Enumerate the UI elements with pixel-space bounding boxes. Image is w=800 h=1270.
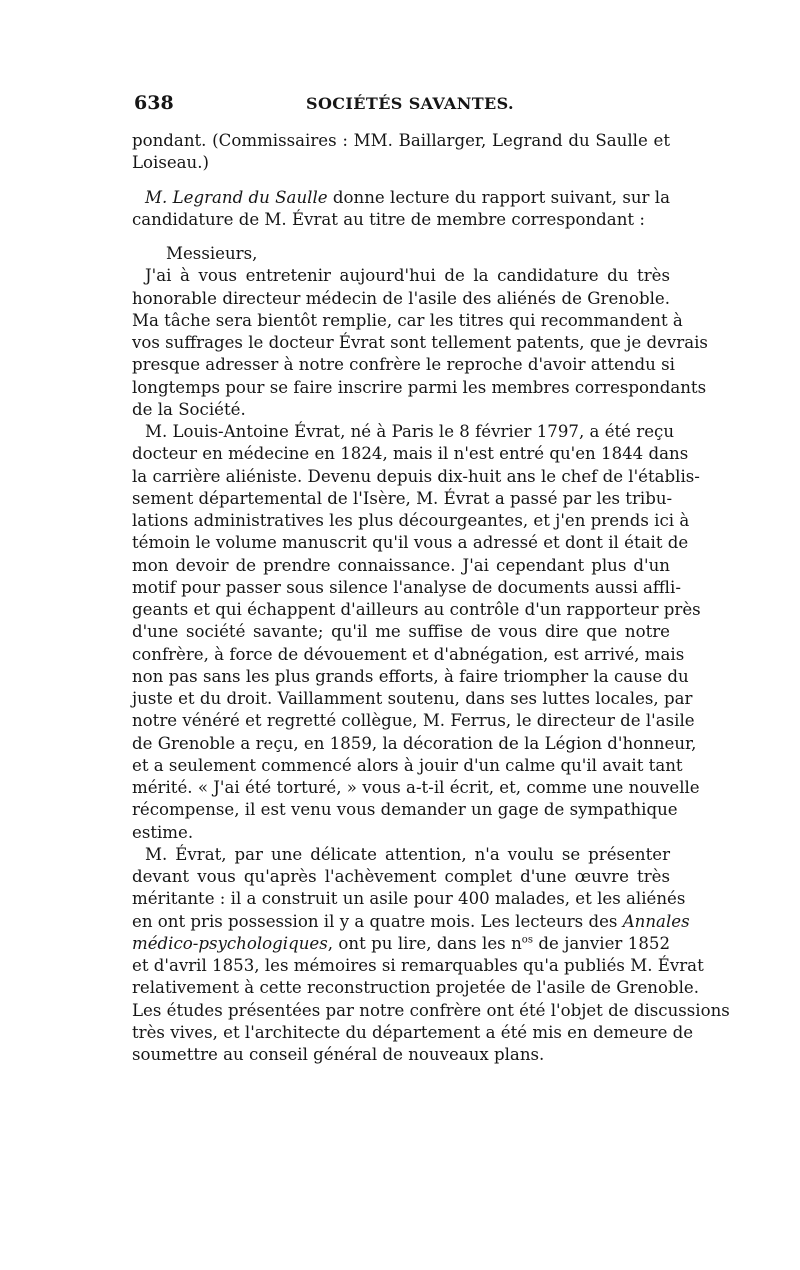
text-line: relativement à cette reconstruction projetée de l'asile de Grenoble.: [132, 978, 699, 998]
page-number: 638: [134, 92, 174, 114]
text-line: de Grenoble a reçu, en 1859, la décoration de la Légion d'honneur,: [132, 733, 697, 753]
text-line: J'ai à vous entretenir aujourd'hui de la candidature du très: [145, 266, 670, 286]
running-title: SOCIÉTÉS SAVANTES.: [306, 94, 515, 113]
text-line: geants et qui échappent d'ailleurs au contrôle d'un rapporteur près: [132, 600, 701, 619]
text-line: notre vénéré et regretté collègue, M. Ferrus, le directeur de l'asile: [132, 711, 695, 731]
text-line: confrère, à force de dévouement et d'abnégation, est arrivé, mais: [132, 644, 685, 664]
text-line: presque adresser à notre confrère le reproche d'avoir attendu si: [132, 355, 675, 375]
text-line: mérité. « J'ai été torturé, » vous a-t-il écrit, et, comme une nouvelle: [132, 778, 700, 797]
text-line: longtemps pour se faire inscrire parmi les membres correspondants: [132, 377, 707, 397]
text-line: récompense, il est venu vous demander un gage de sympathique: [132, 800, 678, 820]
text-line: devant vous qu'après l'achèvement complet d'une œuvre très: [132, 867, 670, 886]
text-line: docteur en médecine en 1824, mais il n'est entré qu'en 1844 dans: [132, 444, 689, 464]
text-line: motif pour passer sous silence l'analyse de documents aussi affli-: [132, 577, 681, 597]
body-text: [132, 130, 730, 1066]
text-line: candidature de M. Évrat au titre de membre correspondant :: [132, 209, 645, 229]
text-line: d'une société savante; qu'il me suffise de vous dire que notre: [132, 622, 670, 642]
text-line: M. Évrat, par une délicate attention, n'a voulu se présenter: [145, 844, 670, 864]
text-line: très vives, et l'architecte du département a été mis en demeure de: [132, 1022, 694, 1042]
text-line: Ma tâche sera bientôt remplie, car les titres qui recommandent à: [132, 310, 683, 330]
text-line: juste et du droit. Vaillamment soutenu, dans ses luttes locales, par: [132, 689, 693, 708]
journal-title: Annales: [622, 911, 690, 931]
text-line: la carrière aliéniste. Devenu depuis dix-huit ans le chef de l'établis-: [132, 466, 700, 486]
running-header: [134, 92, 668, 118]
text-line: lations administratives les plus décourgeantes, et j'en prends ici à: [132, 511, 690, 530]
salutation: Messieurs,: [166, 244, 258, 263]
text-line: Les études présentées par notre confrère ont été l'objet de discussions: [132, 1000, 730, 1020]
journal-title: médico-psychologiques: [132, 933, 328, 953]
text-line: M. Legrand du Saulle donne lecture du rapport suivant, sur la: [145, 187, 670, 207]
text-line: et d'avril 1853, les mémoires si remarquables qu'a publiés M. Évrat: [132, 956, 704, 975]
text-line: estime.: [132, 822, 194, 842]
text-line: soumettre au conseil général de nouveaux plans.: [132, 1045, 545, 1064]
text-line: méritante : il a construit un asile pour 400 malades, et les aliénés: [132, 889, 686, 909]
text-line: témoin le volume manuscrit qu'il vous a adressé et dont il était de: [132, 533, 689, 553]
text-line: Loiseau.): [132, 153, 209, 173]
text-line: vos suffrages le docteur Évrat sont tellement patents, que je devrais: [132, 333, 708, 352]
text-line: pondant. (Commissaires : MM. Baillarger, Legrand du Saulle et: [132, 131, 670, 150]
speaker-name: M. Legrand du Saulle: [145, 187, 328, 207]
text-line: sement départemental de l'Isère, M. Évrat a passé par les tribu-: [132, 488, 673, 508]
text-line: et a seulement commencé alors à jouir d'un calme qu'il avait tant: [132, 755, 683, 775]
text-line: honorable directeur médecin de l'asile des aliénés de Grenoble.: [132, 288, 670, 308]
text-line: en ont pris possession il y a quatre mois. Les lecteurs des Annales: [132, 911, 690, 931]
text-line: mon devoir de prendre connaissance. J'ai cependant plus d'un: [132, 555, 670, 575]
text-line: M. Louis-Antoine Évrat, né à Paris le 8 février 1797, a été reçu: [145, 422, 675, 441]
text-line: de la Société.: [132, 399, 246, 419]
text-line: non pas sans les plus grands efforts, à faire triompher la cause du: [132, 666, 689, 686]
text-line: médico-psychologiques, ont pu lire, dans les $n^{os}$ de janvier 1852: [132, 933, 670, 953]
